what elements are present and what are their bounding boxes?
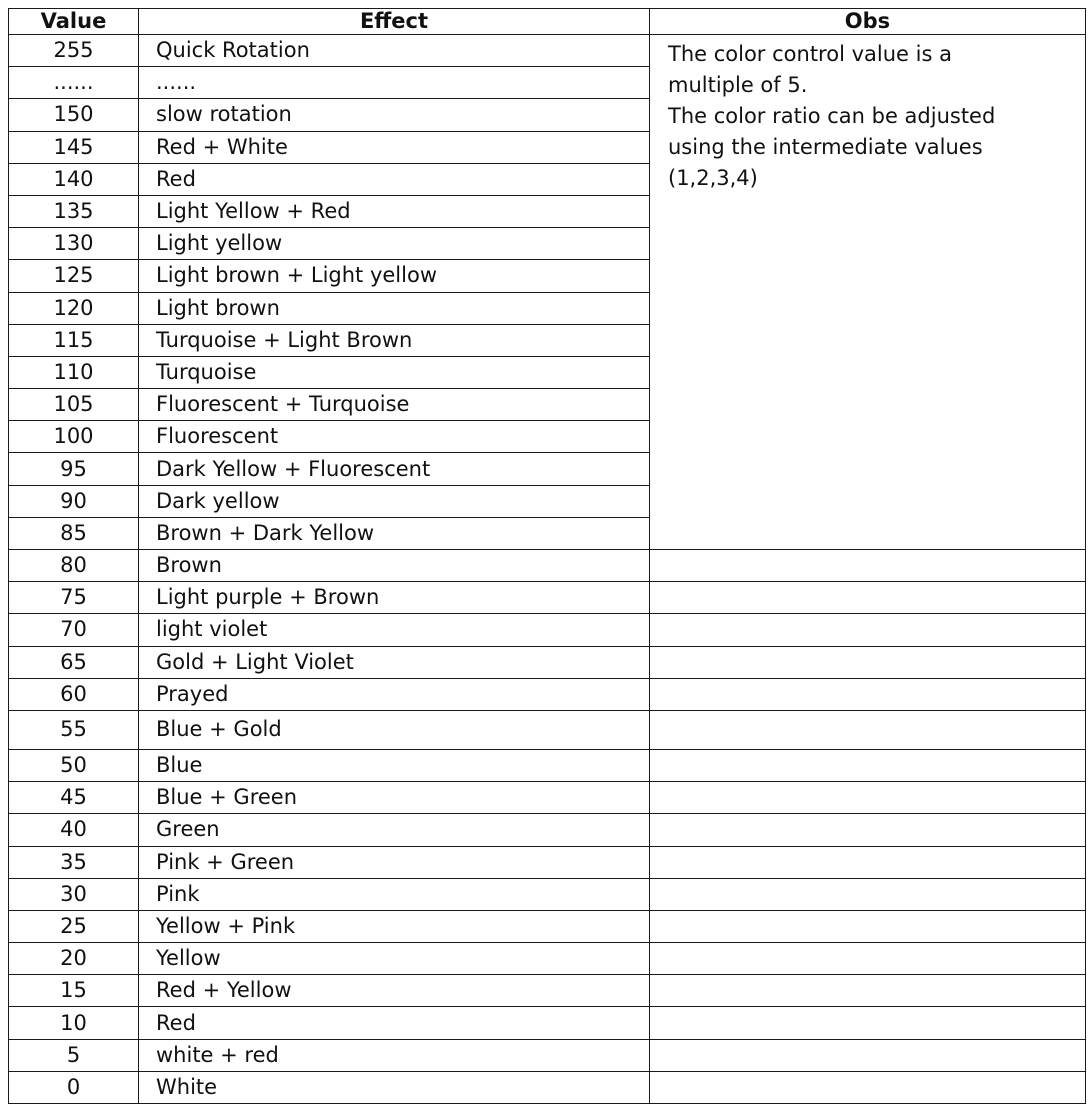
effect-cell: Blue + Gold (139, 710, 650, 749)
value-cell: 20 (9, 943, 139, 975)
effect-cell: Fluorescent + Turquoise (139, 389, 650, 421)
effect-cell: Blue (139, 749, 650, 781)
table-row (9, 710, 1086, 749)
effect-cell: Red + White (139, 131, 650, 163)
table-row (9, 35, 1086, 67)
effect-cell: Light Yellow + Red (139, 195, 650, 227)
obs-empty-cell (650, 975, 1086, 1007)
value-cell: 50 (9, 749, 139, 781)
effect-cell: Turquoise + Light Brown (139, 324, 650, 356)
effect-cell: Light purple + Brown (139, 582, 650, 614)
effect-cell: Red (139, 1007, 650, 1039)
value-cell: 115 (9, 324, 139, 356)
obs-note-line: using the intermediate values (668, 135, 983, 159)
effect-cell: Yellow (139, 943, 650, 975)
table-row (9, 846, 1086, 878)
effect-cell: White (139, 1071, 650, 1103)
value-cell: 65 (9, 646, 139, 678)
obs-empty-cell (650, 614, 1086, 646)
table-row (9, 1039, 1086, 1071)
color-value-table (8, 8, 1086, 1104)
value-cell: 150 (9, 99, 139, 131)
obs-empty-cell (650, 782, 1086, 814)
effect-cell: Pink (139, 878, 650, 910)
effect-cell: Light yellow (139, 228, 650, 260)
value-cell: 60 (9, 678, 139, 710)
obs-note-line: The color control value is a (668, 42, 952, 66)
obs-note-line: The color ratio can be adjusted (668, 104, 996, 128)
table-row (9, 782, 1086, 814)
effect-cell: Red (139, 163, 650, 195)
value-cell: 10 (9, 1007, 139, 1039)
table-row (9, 910, 1086, 942)
value-cell: 40 (9, 814, 139, 846)
value-cell: 75 (9, 582, 139, 614)
table-row (9, 614, 1086, 646)
table-body (9, 35, 1086, 1104)
value-cell: 135 (9, 195, 139, 227)
value-cell: 25 (9, 910, 139, 942)
table-row (9, 678, 1086, 710)
value-cell: 125 (9, 260, 139, 292)
effect-cell: Brown + Dark Yellow (139, 517, 650, 549)
effect-cell: Light brown + Light yellow (139, 260, 650, 292)
obs-empty-cell (650, 710, 1086, 749)
value-cell: 100 (9, 421, 139, 453)
effect-cell: Red + Yellow (139, 975, 650, 1007)
effect-cell: Green (139, 814, 650, 846)
obs-empty-cell (650, 1071, 1086, 1103)
header-row (9, 9, 1086, 35)
effect-cell: Turquoise (139, 356, 650, 388)
obs-empty-cell (650, 943, 1086, 975)
value-cell: ...... (9, 67, 139, 99)
effect-cell: Light brown (139, 292, 650, 324)
effect-cell: Prayed (139, 678, 650, 710)
value-cell: 70 (9, 614, 139, 646)
effect-cell: Dark yellow (139, 485, 650, 517)
value-cell: 0 (9, 1071, 139, 1103)
value-cell: 120 (9, 292, 139, 324)
header-obs: Obs (650, 9, 1086, 35)
obs-empty-cell (650, 910, 1086, 942)
value-cell: 45 (9, 782, 139, 814)
value-cell: 140 (9, 163, 139, 195)
effect-cell: slow rotation (139, 99, 650, 131)
header-value: Value (9, 9, 139, 35)
value-cell: 105 (9, 389, 139, 421)
effect-cell: Quick Rotation (139, 35, 650, 67)
value-cell: 90 (9, 485, 139, 517)
obs-empty-cell (650, 582, 1086, 614)
value-cell: 130 (9, 228, 139, 260)
effect-cell: Blue + Green (139, 782, 650, 814)
obs-empty-cell (650, 1007, 1086, 1039)
obs-empty-cell (650, 646, 1086, 678)
obs-empty-cell (650, 814, 1086, 846)
effect-cell: light violet (139, 614, 650, 646)
effect-cell: Fluorescent (139, 421, 650, 453)
table-row (9, 550, 1086, 582)
effect-cell: ...... (139, 67, 650, 99)
effect-cell: white + red (139, 1039, 650, 1071)
obs-note-cell (650, 35, 1086, 550)
value-cell: 5 (9, 1039, 139, 1071)
value-cell: 35 (9, 846, 139, 878)
value-cell: 145 (9, 131, 139, 163)
obs-empty-cell (650, 749, 1086, 781)
effect-cell: Pink + Green (139, 846, 650, 878)
table-row (9, 646, 1086, 678)
value-cell: 30 (9, 878, 139, 910)
table-row (9, 1007, 1086, 1039)
effect-cell: Brown (139, 550, 650, 582)
table-row (9, 975, 1086, 1007)
effect-cell: Gold + Light Violet (139, 646, 650, 678)
table-row (9, 943, 1086, 975)
obs-empty-cell (650, 550, 1086, 582)
effect-cell: Dark Yellow + Fluorescent (139, 453, 650, 485)
header-effect: Effect (139, 9, 650, 35)
value-cell: 255 (9, 35, 139, 67)
table-row (9, 582, 1086, 614)
obs-empty-cell (650, 846, 1086, 878)
obs-note-line: (1,2,3,4) (668, 166, 758, 190)
obs-empty-cell (650, 878, 1086, 910)
effect-cell: Yellow + Pink (139, 910, 650, 942)
value-cell: 110 (9, 356, 139, 388)
value-cell: 85 (9, 517, 139, 549)
obs-note-line: multiple of 5. (668, 73, 808, 97)
value-cell: 15 (9, 975, 139, 1007)
value-cell: 80 (9, 550, 139, 582)
table-row (9, 749, 1086, 781)
table-header (9, 9, 1086, 35)
obs-empty-cell (650, 678, 1086, 710)
obs-empty-cell (650, 1039, 1086, 1071)
table-row (9, 1071, 1086, 1103)
table-row (9, 814, 1086, 846)
table-row (9, 878, 1086, 910)
value-cell: 55 (9, 710, 139, 749)
value-cell: 95 (9, 453, 139, 485)
